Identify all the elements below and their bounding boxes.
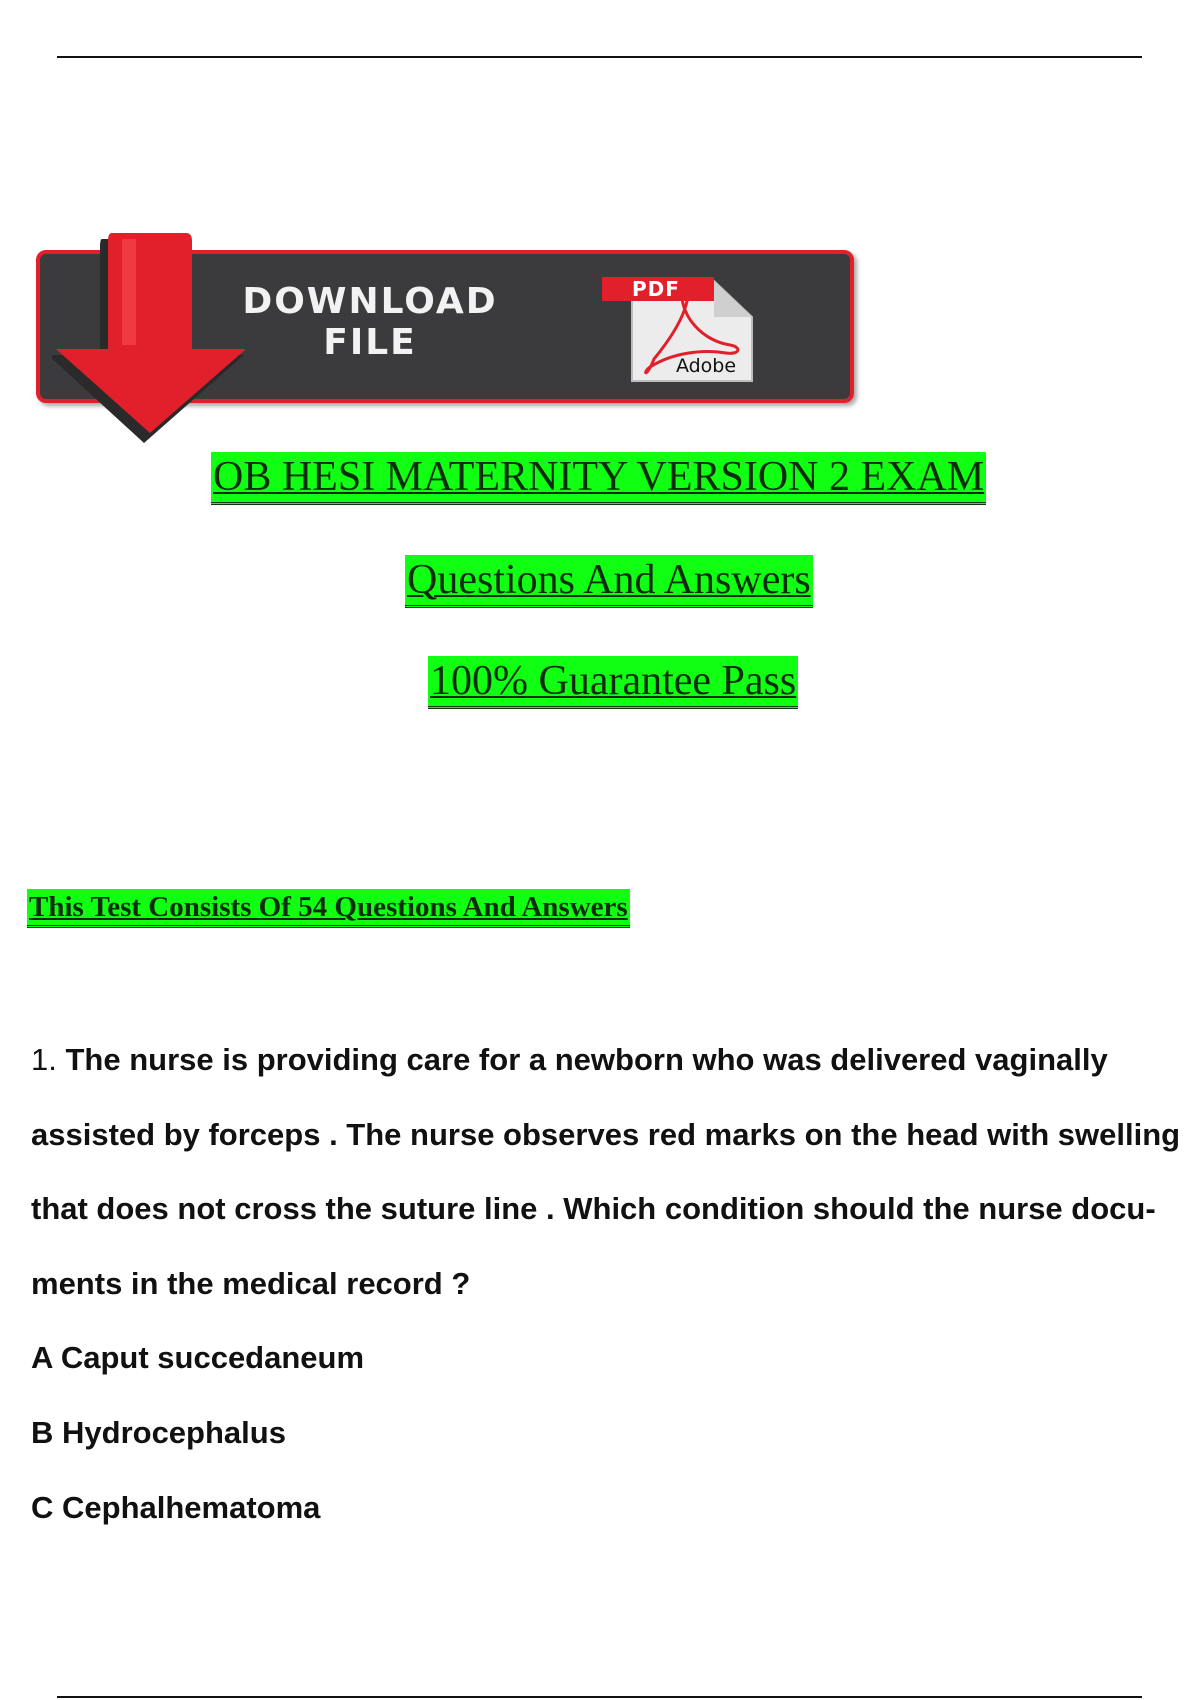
download-label-line2: FILE (323, 322, 417, 363)
test-info-heading: This Test Consists Of 54 Questions And Answers (27, 889, 630, 928)
question-line (31, 1041, 1108, 1079)
question-text-line: that does not cross the suture line . Which condition should the nurse docu- (31, 1191, 1156, 1226)
pdf-file-icon (602, 275, 762, 385)
download-label-line1: DOWNLOAD (242, 281, 498, 322)
top-rule (57, 56, 1142, 58)
answer-option-a: A Caput succedaneum (31, 1340, 365, 1375)
question-text-line: assisted by forceps . The nurse observes red marks on the head with swelling (31, 1117, 1181, 1152)
question-text-line: The nurse is providing care for a newborn who was delivered vaginally (65, 1042, 1108, 1077)
document-subtitle: Questions And Answers (405, 555, 813, 608)
download-file-banner[interactable] (30, 233, 850, 443)
answer-option-c: C Cephalhematoma (31, 1490, 321, 1525)
pdf-label: PDF (602, 277, 714, 301)
document-title: OB HESI MATERNITY VERSION 2 EXAM (211, 452, 986, 505)
guarantee-heading: 100% Guarantee Pass (428, 656, 798, 709)
bottom-rule (57, 1696, 1142, 1698)
download-arrow-icon (52, 233, 252, 443)
answer-option-b: B Hydrocephalus (31, 1415, 286, 1450)
question-number: 1. (31, 1042, 57, 1077)
download-file-label (240, 281, 500, 363)
question-text-line: ments in the medical record ? (31, 1266, 471, 1301)
adobe-label: Adobe (675, 355, 737, 377)
